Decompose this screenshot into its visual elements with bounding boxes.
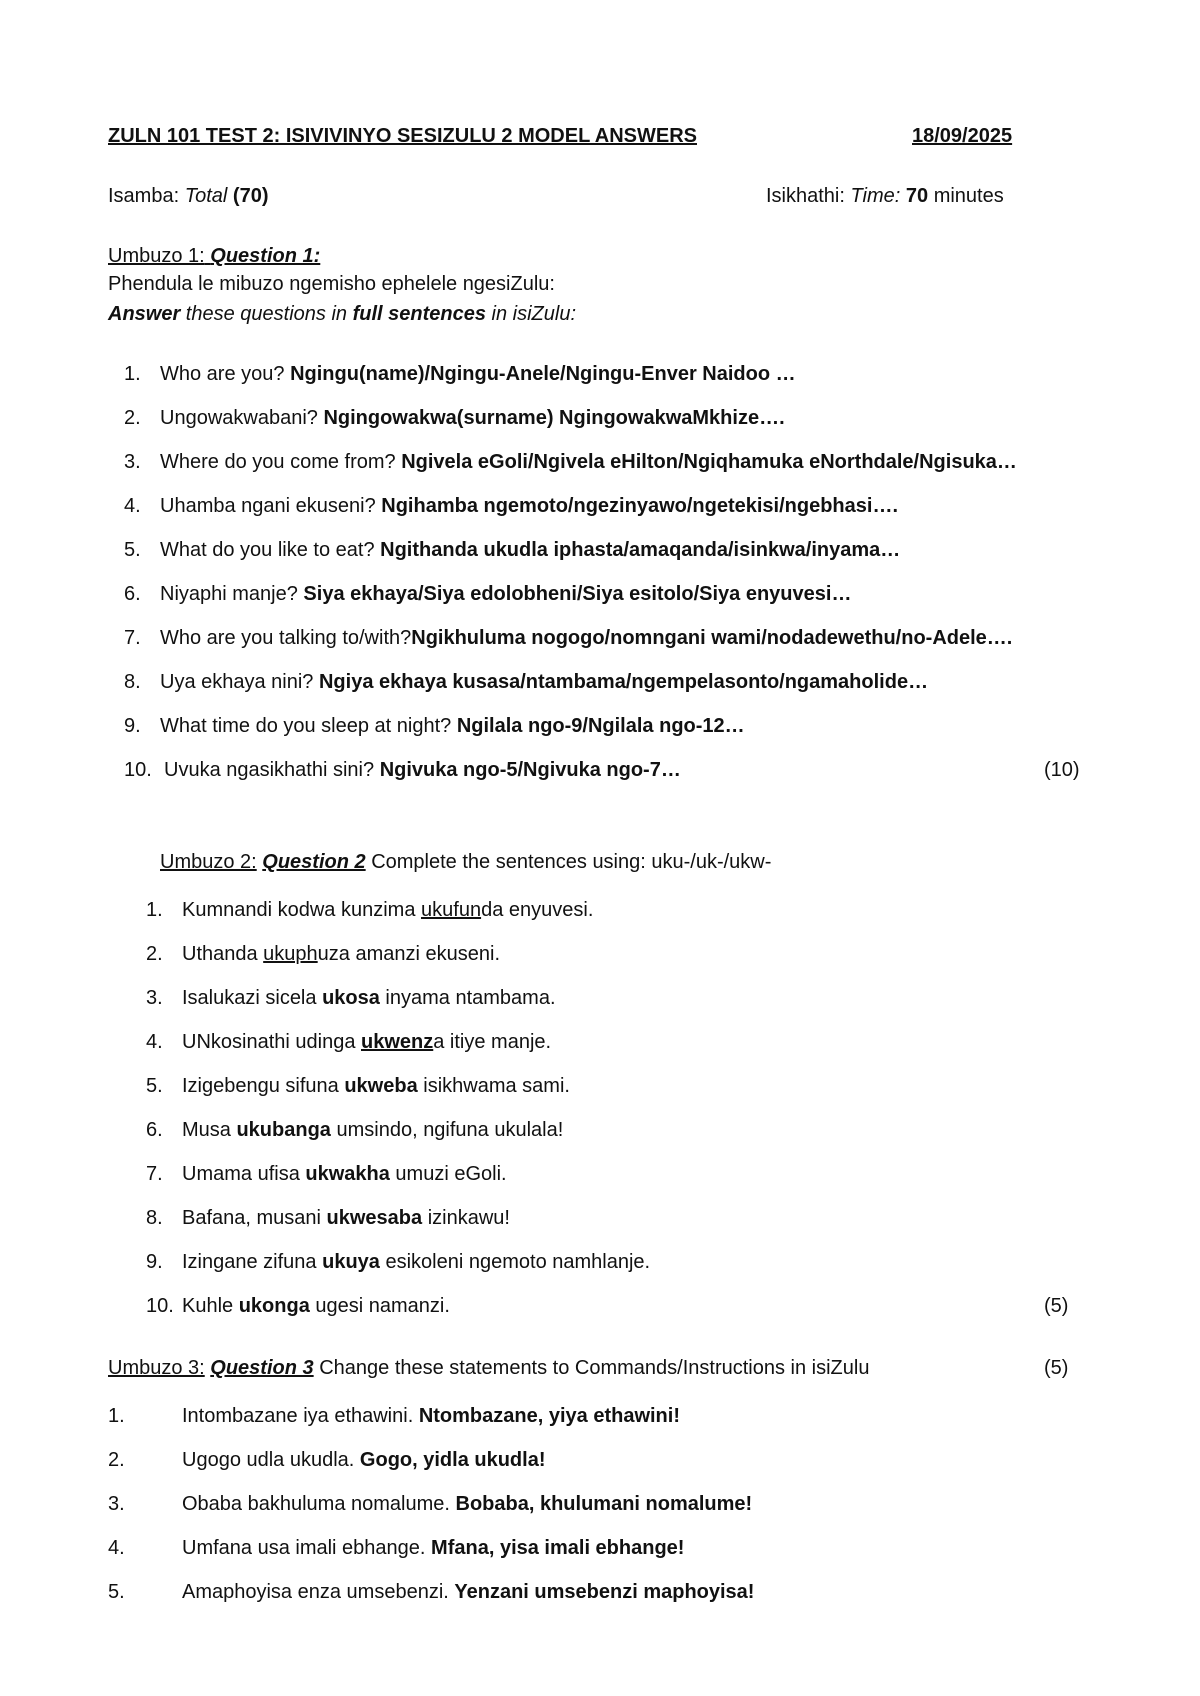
- q3-heading: [108, 1356, 869, 1380]
- item-post: umuzi eGoli.: [389, 1163, 507, 1185]
- item-answer: ukuya: [322, 1251, 380, 1273]
- item-answer: Bobaba, khulumani nomalume!: [455, 1493, 753, 1515]
- item-question: Who are you?: [160, 363, 291, 385]
- time-value: 70: [905, 185, 929, 207]
- item-text: [164, 758, 681, 782]
- item-number: 9.: [146, 1251, 163, 1273]
- item-text: [160, 494, 898, 518]
- item-number: 5.: [108, 1581, 125, 1603]
- item-number: 1.: [124, 363, 141, 385]
- item-statement: Umfana usa imali ebhange.: [182, 1537, 432, 1559]
- item-question: Uya ekhaya nini?: [160, 671, 319, 693]
- item-answer: Ntombazane, yiya ethawini!: [418, 1405, 680, 1427]
- item-answer: Mfana, yisa imali ebhange!: [431, 1537, 685, 1559]
- item-answer: ukuph: [263, 943, 318, 965]
- item-number: 8.: [124, 671, 141, 693]
- item-answer: ukwakha: [305, 1163, 390, 1185]
- total-label-en: Total: [184, 185, 228, 207]
- item-number: 1.: [146, 899, 163, 921]
- item-number: 4.: [146, 1031, 163, 1053]
- item-text: [182, 986, 556, 1010]
- time-unit: minutes: [933, 185, 1004, 207]
- item-text: [182, 1074, 570, 1098]
- document-title: ZULN 101 TEST 2: ISIVIVINYO SESIZULU 2 MODEL ANSWERS: [108, 125, 697, 147]
- item-text: [160, 626, 1012, 650]
- item-text: [182, 1492, 752, 1516]
- item-number: 6.: [124, 583, 141, 605]
- q1-instruction-en: [108, 302, 576, 326]
- item-answer: ukosa: [322, 987, 380, 1009]
- item-pre: Musa: [182, 1119, 237, 1141]
- q1-marks: (10): [1044, 759, 1080, 781]
- item-text: [160, 362, 796, 386]
- item-question: Who are you talking to/with?: [160, 627, 412, 649]
- q3-heading-en: Question 3: [210, 1357, 314, 1379]
- item-text: [160, 714, 745, 738]
- item-text: [160, 450, 1017, 474]
- item-answer: ukufun: [421, 899, 482, 921]
- item-question: Ungowakwabani?: [160, 407, 324, 429]
- item-text: [182, 1536, 684, 1560]
- item-text: [182, 1580, 754, 1604]
- item-number: 7.: [124, 627, 141, 649]
- item-pre: Isalukazi sicela: [182, 987, 323, 1009]
- item-answer: Yenzani umsebenzi maphoyisa!: [454, 1581, 755, 1603]
- q1-heading-zu: Umbuzo 1:: [108, 245, 205, 267]
- item-answer: Ngithanda ukudla iphasta/amaqanda/isinkwa/inyama…: [380, 539, 901, 561]
- item-text: [160, 670, 928, 694]
- item-number: 2.: [108, 1449, 125, 1471]
- item-answer: Ngiya ekhaya kusasa/ntambama/ngempelasonto/ngamaholide…: [318, 671, 929, 693]
- document-date: 18/09/2025: [912, 125, 1013, 147]
- item-answer: Ngikhuluma nogogo/nomngani wami/nodadewethu/no-Adele….: [411, 627, 1013, 649]
- item-number: 5.: [146, 1075, 163, 1097]
- item-question: Niyaphi manje?: [160, 583, 304, 605]
- q1-instr-3: full sentences: [352, 303, 486, 325]
- item-answer: Ngivela eGoli/Ngivela eHilton/Ngiqhamuka eNorthdale/Ngisuka…: [401, 451, 1017, 473]
- item-statement: Amaphoyisa enza umsebenzi.: [182, 1581, 455, 1603]
- q2-marks: (5): [1044, 1295, 1069, 1317]
- item-number: 4.: [124, 495, 141, 517]
- item-answer: Ngihamba ngemoto/ngezinyawo/ngetekisi/ngebhasi….: [381, 495, 899, 517]
- q3-heading-zu: Umbuzo 3:: [108, 1357, 205, 1379]
- q3-instruction: Change these statements to Commands/Instructions in isiZulu: [313, 1357, 870, 1379]
- item-text: [160, 538, 900, 562]
- item-statement: Intombazane iya ethawini.: [182, 1405, 419, 1427]
- item-post: da enyuvesi.: [481, 899, 594, 921]
- item-answer: Siya ekhaya/Siya edolobheni/Siya esitolo/Siya enyuvesi…: [303, 583, 852, 605]
- item-text: [182, 1294, 450, 1318]
- total-label: Isamba:: [108, 185, 180, 207]
- time-label-en: Time:: [850, 185, 901, 207]
- item-number: 5.: [124, 539, 141, 561]
- item-text: [160, 406, 785, 430]
- item-number: 2.: [124, 407, 141, 429]
- item-post: umsindo, ngifuna ukulala!: [330, 1119, 564, 1141]
- item-answer: ukwesaba: [326, 1207, 423, 1229]
- item-answer: Ngivuka ngo-5/Ngivuka ngo-7…: [379, 759, 681, 781]
- q2-heading-zu: Umbuzo 2:: [160, 851, 257, 873]
- item-text: [182, 1030, 551, 1054]
- item-number: 3.: [108, 1493, 125, 1515]
- item-number: 2.: [146, 943, 163, 965]
- item-post: uza amanzi ekuseni.: [317, 943, 500, 965]
- item-number: 4.: [108, 1537, 125, 1559]
- item-number: 7.: [146, 1163, 163, 1185]
- item-text: [182, 1250, 650, 1274]
- item-answer: ukweba: [344, 1075, 418, 1097]
- item-text: [182, 1404, 680, 1428]
- item-post: izinkawu!: [422, 1207, 510, 1229]
- item-number: 10.: [146, 1295, 174, 1317]
- item-number: 1.: [108, 1405, 125, 1427]
- item-pre: Izingane zifuna: [182, 1251, 323, 1273]
- q2-heading: [160, 850, 771, 874]
- item-post: ugesi namanzi.: [309, 1295, 450, 1317]
- item-answer: ukubanga: [236, 1119, 331, 1141]
- total-value: (70): [232, 185, 269, 207]
- item-text: [182, 898, 593, 922]
- time-label: Isikhathi:: [766, 185, 845, 207]
- item-number: 3.: [146, 987, 163, 1009]
- item-text: [160, 582, 851, 606]
- item-pre: Bafana, musani: [182, 1207, 327, 1229]
- item-post: a itiye manje.: [433, 1031, 552, 1053]
- item-pre: Umama ufisa: [182, 1163, 306, 1185]
- item-answer: Ngingowakwa(surname) NgingowakwaMkhize….: [323, 407, 785, 429]
- q1-instruction-zu: Phendula le mibuzo ngemisho ephelele ngesiZulu:: [108, 273, 555, 295]
- item-text: [182, 1162, 507, 1186]
- item-post: inyama ntambama.: [379, 987, 556, 1009]
- item-question: What do you like to eat?: [160, 539, 381, 561]
- item-number: 3.: [124, 451, 141, 473]
- item-answer: ukonga: [238, 1295, 310, 1317]
- time-line: [766, 184, 1004, 208]
- item-question: Uhamba ngani ekuseni?: [160, 495, 382, 517]
- item-statement: Obaba bakhuluma nomalume.: [182, 1493, 456, 1515]
- item-answer: Ngilala ngo-9/Ngilala ngo-12…: [456, 715, 745, 737]
- item-pre: Uthanda: [182, 943, 264, 965]
- item-pre: Izigebengu sifuna: [182, 1075, 345, 1097]
- item-question: Where do you come from?: [160, 451, 402, 473]
- item-number: 10.: [124, 759, 152, 781]
- item-number: 8.: [146, 1207, 163, 1229]
- q2-heading-en: Question 2: [262, 851, 366, 873]
- q1-heading: [108, 244, 320, 268]
- q3-marks: (5): [1044, 1357, 1069, 1379]
- q1-instr-2: these questions in: [180, 303, 353, 325]
- q2-instruction: Complete the sentences using: uku-/uk-/ukw-: [365, 851, 772, 873]
- item-text: [182, 1206, 510, 1230]
- item-question: What time do you sleep at night?: [160, 715, 457, 737]
- item-statement: Ugogo udla ukudla.: [182, 1449, 360, 1471]
- q1-heading-en: Question 1:: [210, 245, 321, 267]
- item-answer: Ngingu(name)/Ngingu-Anele/Ngingu-Enver Naidoo …: [290, 363, 796, 385]
- item-pre: UNkosinathi udinga: [182, 1031, 361, 1053]
- item-pre: Kumnandi kodwa kunzima: [182, 899, 422, 921]
- q1-instr-1: Answer: [108, 303, 181, 325]
- item-answer: ukwenz: [361, 1031, 434, 1053]
- item-answer: Gogo, yidla ukudla!: [359, 1449, 546, 1471]
- item-number: 9.: [124, 715, 141, 737]
- item-pre: Kuhle: [182, 1295, 239, 1317]
- item-text: [182, 942, 500, 966]
- item-text: [182, 1118, 563, 1142]
- item-question: Uvuka ngasikhathi sini?: [164, 759, 380, 781]
- item-post: isikhwama sami.: [417, 1075, 570, 1097]
- item-post: esikoleni ngemoto namhlanje.: [379, 1251, 651, 1273]
- item-text: [182, 1448, 546, 1472]
- total-line: [108, 184, 269, 208]
- q1-instr-4: in isiZulu:: [485, 303, 577, 325]
- item-number: 6.: [146, 1119, 163, 1141]
